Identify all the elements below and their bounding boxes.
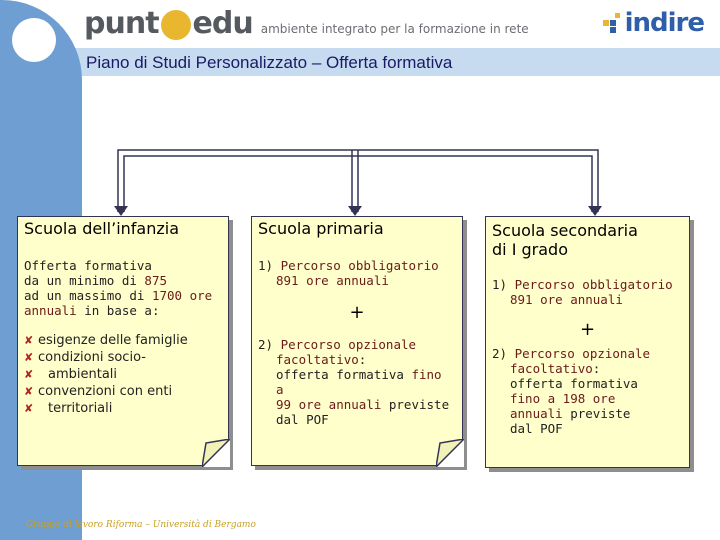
page-fold-icon: [436, 439, 464, 467]
list-item: ✘ ambientali: [24, 367, 118, 382]
note-scuola-infanzia: [17, 216, 229, 466]
offer-line-4: annuali in base a:: [24, 303, 160, 318]
box-title-line-1: Scuola secondaria: [492, 221, 638, 240]
page-fold-icon: [202, 439, 230, 467]
path-2-line-5: dal POF: [276, 412, 329, 427]
arrowhead-right: [588, 206, 602, 216]
list-item: ✘ convenzioni con enti: [24, 384, 173, 399]
logo-left-text-a: punt: [84, 6, 159, 41]
cross-icon: ✘: [24, 334, 34, 347]
path-1-line-1: 1) Percorso obbligatorio: [258, 258, 439, 273]
cross-icon: ✘: [24, 351, 34, 364]
path-1-line-2: 891 ore annuali: [510, 292, 623, 307]
logo-right-text-b: ire: [667, 8, 704, 38]
path-2-line-2: facoltativo:: [510, 361, 601, 376]
criteria-list: [24, 332, 222, 417]
plus-sign: +: [349, 302, 365, 323]
offer-line-2: da un minimo di 875: [24, 273, 167, 288]
offer-line-1: Offerta formativa: [24, 258, 152, 273]
logo-tagline: ambiente integrato per la formazione in rete: [260, 21, 529, 36]
list-item: ✘ esigenze delle famiglie: [24, 333, 188, 348]
offer-line-3: ad un massimo di 1700 ore: [24, 288, 213, 303]
path-2-line-6: dal POF: [510, 421, 563, 436]
path-2-line-1: 2) Percorso opzionale: [492, 346, 651, 361]
path-2-line-2: facoltativo:: [276, 352, 367, 367]
list-item: ✘ condizioni socio-: [24, 350, 146, 365]
box-title-line-2: di I grado: [492, 240, 568, 259]
path-2-line-4: 99 ore annuali previste: [276, 397, 450, 412]
path-2-line-1: 2) Percorso opzionale: [258, 337, 417, 352]
footer-credit: Gruppo di lavoro Riforma – Università di Bergamo: [26, 520, 256, 530]
path-1-line-2: 891 ore annuali: [276, 273, 389, 288]
path-2-line-5: annuali previste: [510, 406, 631, 421]
page-title: Piano di Studi Personalizzato – Offerta formativa: [86, 53, 453, 72]
plus-sign: +: [579, 319, 596, 340]
cross-icon: ✘: [24, 368, 34, 381]
logo-left-text-b: edu: [192, 6, 253, 41]
path-2-line-3: offerta formativa fino a: [276, 367, 442, 397]
note-scuola-primaria: [251, 216, 463, 466]
path-2-line-4: fino a 198 ore: [510, 391, 616, 406]
cross-icon: ✘: [24, 385, 34, 398]
logo-right-text-a: ind: [624, 8, 668, 38]
cross-icon: ✘: [24, 402, 34, 415]
list-item: ✘ territoriali: [24, 401, 113, 416]
arrowhead-middle: [348, 206, 362, 216]
path-2-line-3: offerta formativa: [510, 376, 638, 391]
box-title: Scuola primaria: [258, 219, 384, 238]
note-scuola-secondaria: [485, 216, 690, 468]
box-title: Scuola dell’infanzia: [24, 219, 180, 238]
path-1-line-1: 1) Percorso obbligatorio: [492, 277, 673, 292]
arrowhead-left: [114, 206, 128, 216]
